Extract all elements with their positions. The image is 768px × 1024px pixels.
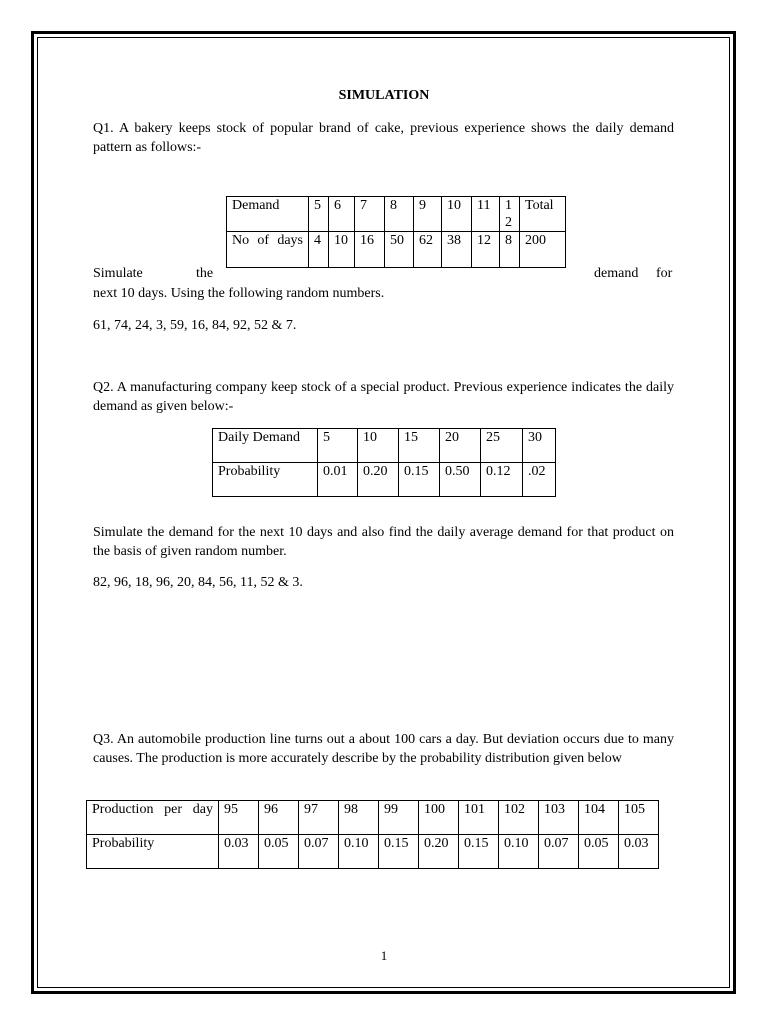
table-cell: 102 xyxy=(499,801,539,835)
table-cell: 8 xyxy=(385,197,414,232)
table-header-cell: Probability xyxy=(87,835,219,869)
q1-simulate-word: demand xyxy=(594,266,639,281)
table-cell: 20 xyxy=(440,429,481,463)
table-cell: 15 xyxy=(399,429,440,463)
table-cell: 105 xyxy=(619,801,659,835)
table-cell: 11 xyxy=(472,197,500,232)
table-cell: 0.03 xyxy=(219,835,259,869)
table-cell: 0.07 xyxy=(299,835,339,869)
table-cell: 9 xyxy=(414,197,442,232)
table-cell: 101 xyxy=(459,801,499,835)
table-cell: 97 xyxy=(299,801,339,835)
q1-simulate-word: for xyxy=(656,266,673,281)
table-cell: 0.07 xyxy=(539,835,579,869)
q1-demand-table xyxy=(226,196,566,268)
table-cell: 100 xyxy=(419,801,459,835)
table-cell: 0.20 xyxy=(419,835,459,869)
table-cell: 103 xyxy=(539,801,579,835)
table-header-cell xyxy=(87,801,219,835)
table-cell: 5 xyxy=(309,197,329,232)
table-cell: 0.12 xyxy=(481,463,523,497)
q2-simulate-text: Simulate the demand for the next 10 days and also find the daily average demand for that product on the basis of given random number. xyxy=(93,525,674,559)
table-cell: 5 xyxy=(318,429,358,463)
table-cell: 0.10 xyxy=(499,835,539,869)
table-cell: 0.05 xyxy=(259,835,299,869)
table-cell: 0.50 xyxy=(440,463,481,497)
q2-demand-table xyxy=(212,428,556,497)
table-cell: 7 xyxy=(355,197,385,232)
table-cell: 104 xyxy=(579,801,619,835)
table-cell: 99 xyxy=(379,801,419,835)
table-cell: 0.10 xyxy=(339,835,379,869)
table-cell: 38 xyxy=(442,232,472,268)
table-cell: 62 xyxy=(414,232,442,268)
q1-simulate-text: next 10 days. Using the following random numbers. xyxy=(93,286,385,301)
q2-text: Q2. A manufacturing company keep stock of a special product. Previous experience indicates the daily demand as given below:- xyxy=(93,380,674,414)
table-cell: 25 xyxy=(481,429,523,463)
table-row xyxy=(227,197,566,232)
table-row xyxy=(227,232,566,268)
q1-text: Q1. A bakery keeps stock of popular brand of cake, previous experience shows the daily demand pattern as follows:- xyxy=(93,121,674,155)
table-header-cell: Probability xyxy=(213,463,318,497)
table-cell: 0.05 xyxy=(579,835,619,869)
table-cell: 8 xyxy=(500,232,520,268)
table-header-cell: Daily Demand xyxy=(213,429,318,463)
table-row xyxy=(213,429,556,463)
table-cell: .02 xyxy=(523,463,556,497)
table-row xyxy=(213,463,556,497)
table-header-cell: Demand xyxy=(227,197,309,232)
no-of-days-label: No of days xyxy=(232,233,303,248)
table-cell: 30 xyxy=(523,429,556,463)
table-cell: 0.15 xyxy=(379,835,419,869)
table-cell: 96 xyxy=(259,801,299,835)
q1-simulate-word: Simulate xyxy=(93,266,143,281)
document-title: SIMULATION xyxy=(338,88,430,103)
page-number: 1 xyxy=(380,948,388,963)
table-cell: 0.15 xyxy=(459,835,499,869)
table-header-cell xyxy=(227,232,309,268)
table-cell: 50 xyxy=(385,232,414,268)
q3-production-table xyxy=(86,800,659,869)
table-cell: 16 xyxy=(355,232,385,268)
table-cell: 12 xyxy=(472,232,500,268)
q3-text: Q3. An automobile production line turns out a about 100 cars a day. But deviation occurs due to many causes. The production is more accurately describe by the probability distribution given below xyxy=(93,732,674,766)
table-cell: 98 xyxy=(339,801,379,835)
q2-random-numbers: 82, 96, 18, 96, 20, 84, 56, 11, 52 & 3. xyxy=(93,575,303,590)
table-cell: 0.03 xyxy=(619,835,659,869)
table-cell: 6 xyxy=(329,197,355,232)
production-per-day-label: Production per day xyxy=(92,802,213,817)
table-cell: 0.20 xyxy=(358,463,399,497)
q1-simulate-word: the xyxy=(196,266,214,281)
table-cell: 200 xyxy=(520,232,566,268)
table-cell: 0.15 xyxy=(399,463,440,497)
table-cell: 4 xyxy=(309,232,329,268)
table-cell: 0.01 xyxy=(318,463,358,497)
table-row xyxy=(87,835,659,869)
table-cell: 95 xyxy=(219,801,259,835)
q1-random-numbers: 61, 74, 24, 3, 59, 16, 84, 92, 52 & 7. xyxy=(93,318,297,333)
table-cell: 10 xyxy=(329,232,355,268)
table-row xyxy=(87,801,659,835)
table-cell: 10 xyxy=(442,197,472,232)
table-cell: Total xyxy=(520,197,566,232)
table-cell: 12 xyxy=(500,197,520,232)
table-cell: 10 xyxy=(358,429,399,463)
